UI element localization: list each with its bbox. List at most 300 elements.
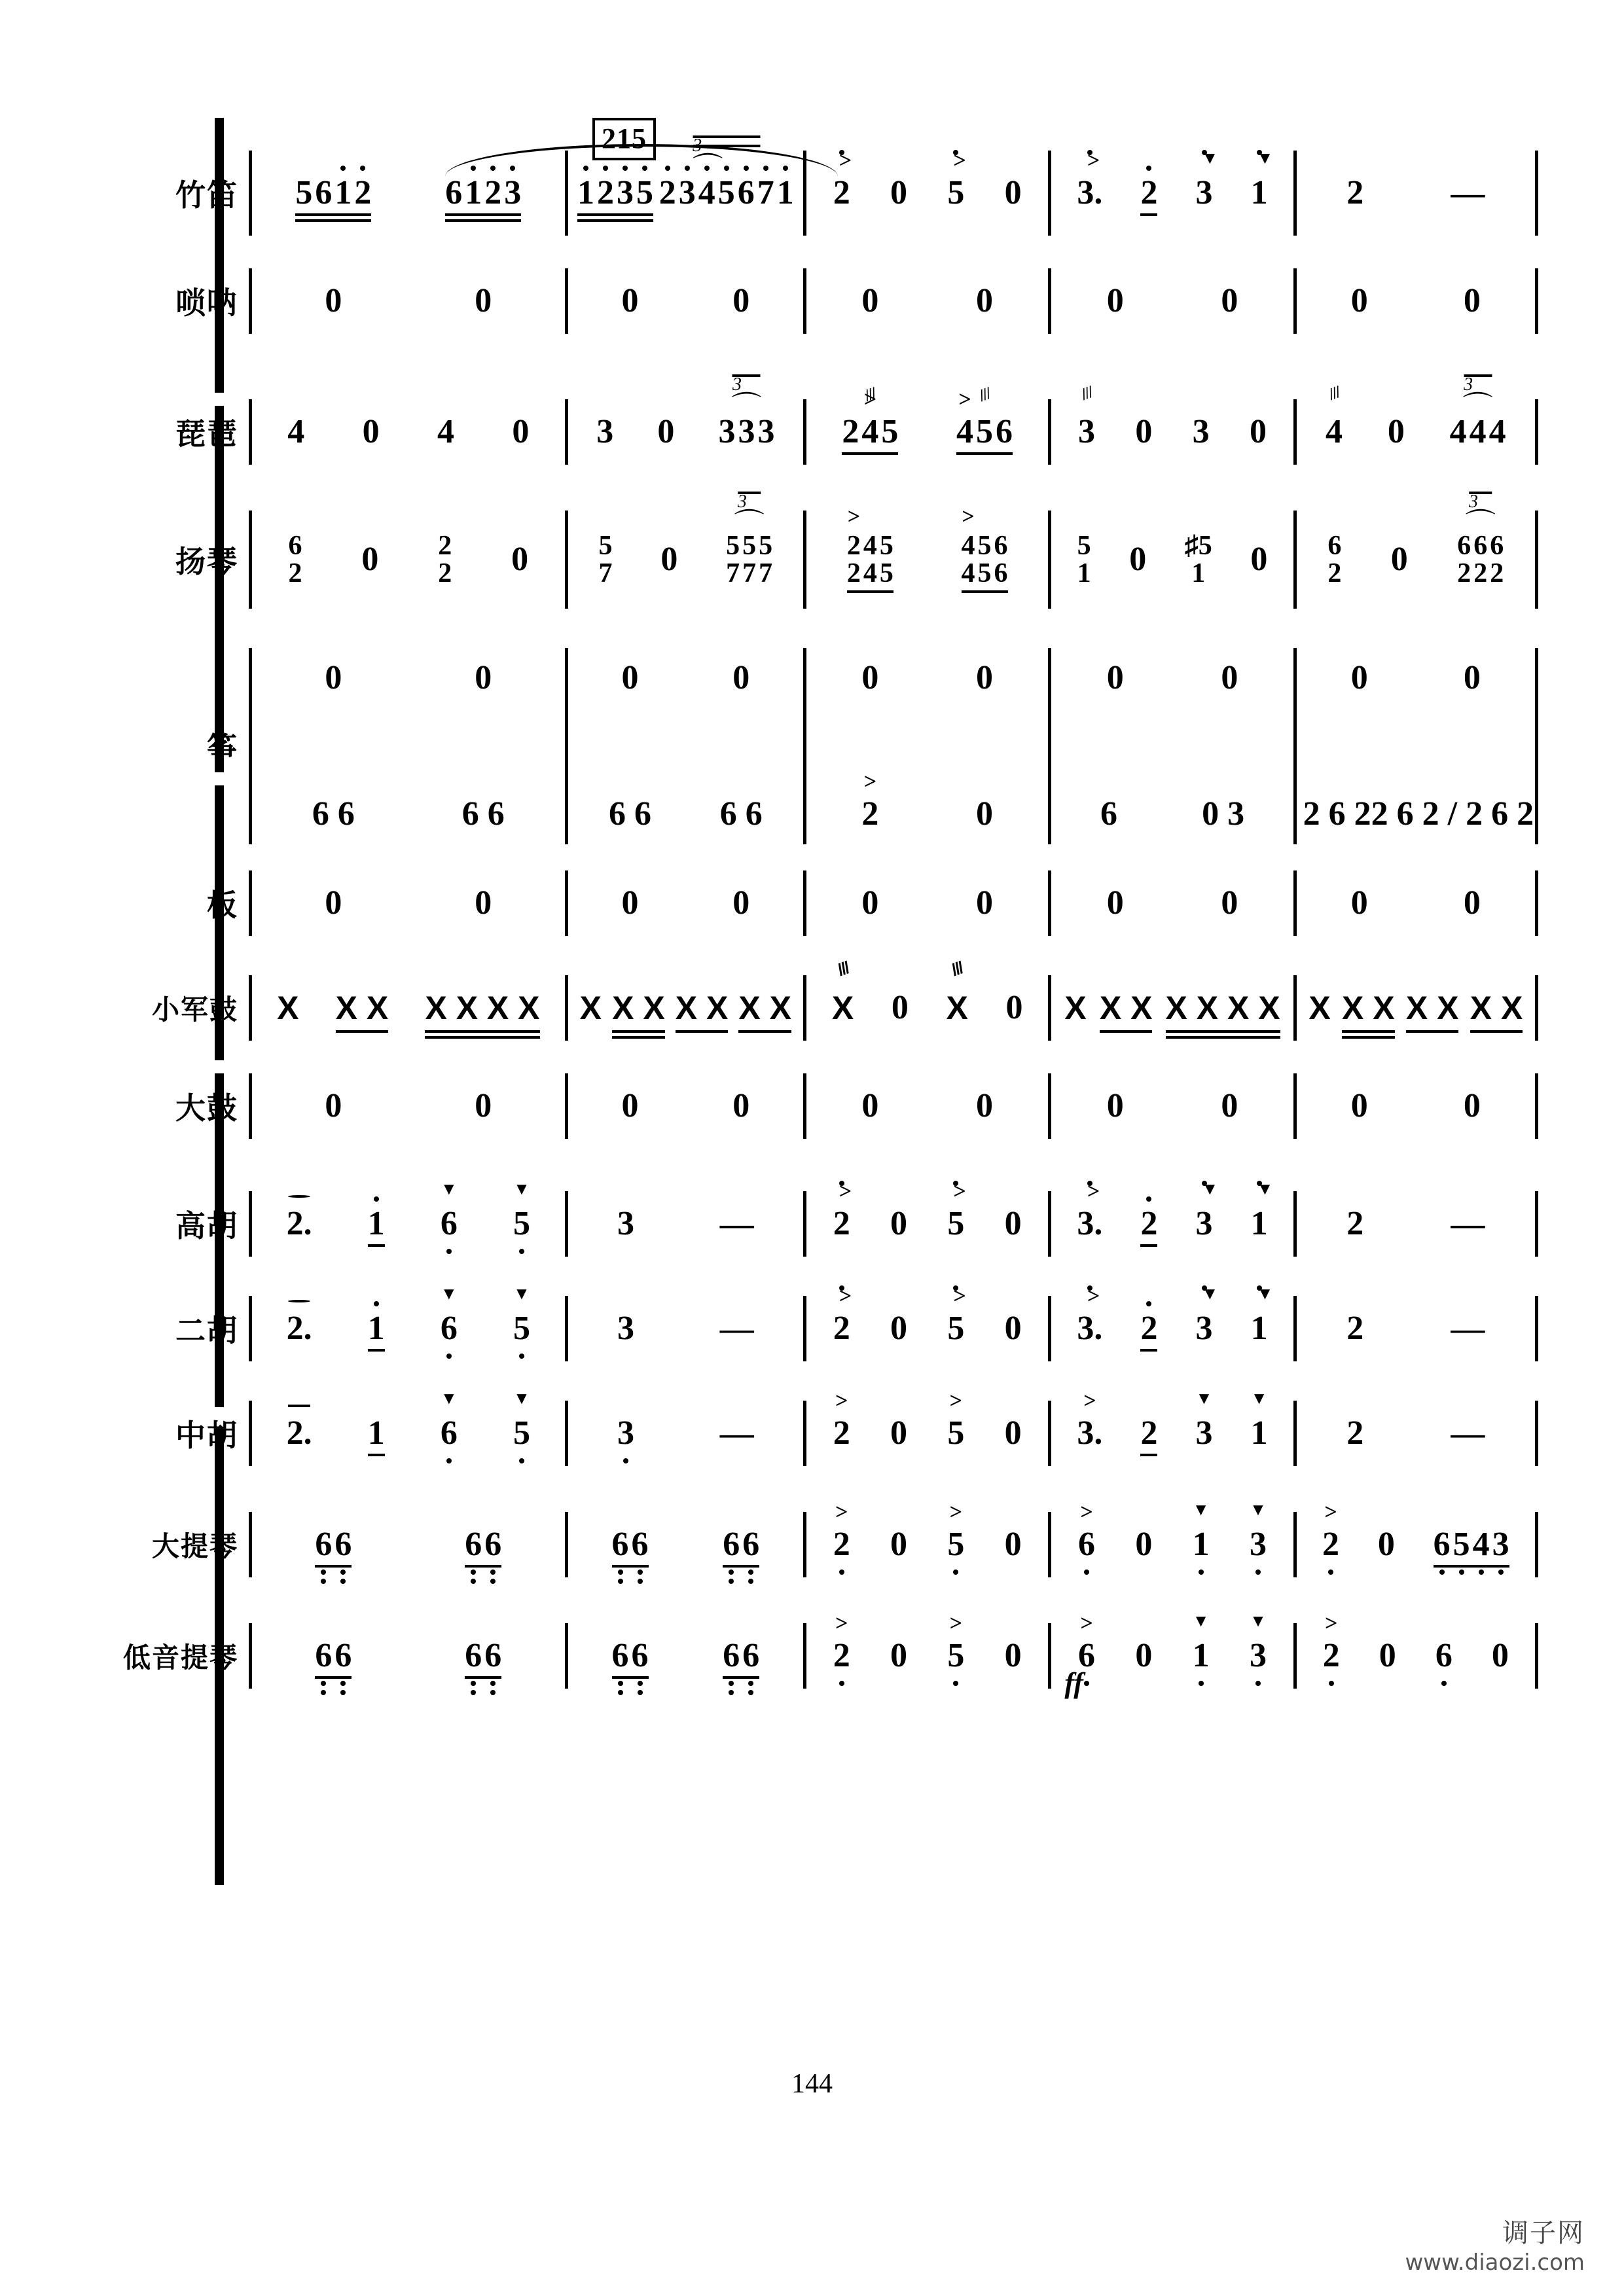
- note: /// 3: [1078, 415, 1095, 449]
- note-x: X X: [612, 990, 665, 1026]
- note: 6 6: [609, 795, 651, 833]
- measure: [565, 268, 803, 334]
- note: 2: [1490, 558, 1504, 588]
- note: 0: [976, 659, 994, 696]
- note: 2: [1140, 1414, 1158, 1452]
- staff-label-ban: 板: [207, 888, 238, 923]
- note-group-triplet: [718, 415, 774, 449]
- note-group: [612, 1639, 649, 1673]
- note: 5: [295, 174, 313, 211]
- note: 2: [1346, 174, 1364, 211]
- note: 0: [1350, 1087, 1368, 1124]
- note: 2: [597, 174, 614, 211]
- note: 2: [484, 174, 502, 211]
- measure: [565, 1296, 803, 1361]
- note-group: [465, 1528, 501, 1562]
- measure: [1293, 1296, 1538, 1361]
- staff-yangqin: [111, 511, 1538, 609]
- note: 0: [1379, 1637, 1396, 1674]
- note: 6: [315, 1637, 333, 1674]
- note: > 2: [833, 1207, 850, 1241]
- note-group: [612, 1528, 649, 1562]
- note-x: X X: [1099, 990, 1153, 1026]
- note: ▼ 6: [441, 1312, 458, 1346]
- note-dash: —: [719, 1205, 754, 1243]
- note: > 2: [833, 1528, 850, 1562]
- note: 6: [611, 1637, 629, 1674]
- chord: [880, 532, 893, 587]
- measure: [565, 151, 803, 236]
- measure: [565, 1073, 803, 1139]
- note: > 4: [961, 531, 975, 561]
- note: 6: [315, 174, 333, 211]
- note: 0: [1004, 1205, 1022, 1242]
- note: 0: [732, 884, 750, 922]
- note: 2 6 2 / 2 6 2: [1371, 795, 1534, 833]
- page-number: 144: [791, 2069, 833, 2099]
- note: ▼ 3: [1196, 1312, 1213, 1346]
- note: > 5: [947, 1416, 964, 1450]
- note: 0: [1463, 282, 1481, 319]
- note-dash: —: [719, 1310, 754, 1348]
- note-x: /// X: [947, 989, 968, 1027]
- note: 0: [1004, 1637, 1022, 1674]
- staff-erhu: [111, 1296, 1538, 1361]
- note: > 3.: [1077, 176, 1102, 210]
- note: 7: [726, 558, 740, 588]
- note: 6: [994, 531, 1008, 561]
- note: 2: [1140, 1310, 1158, 1347]
- measure: [1048, 870, 1293, 936]
- staff-snare: [111, 975, 1538, 1041]
- note: 6: [315, 1526, 333, 1563]
- note: 6: [484, 1526, 502, 1563]
- note: 0: [890, 1414, 908, 1452]
- note: 2: [288, 558, 302, 588]
- note: /// 2: [842, 413, 859, 450]
- note: 0: [1350, 659, 1368, 696]
- note: > 3.: [1077, 1312, 1102, 1346]
- note-x: X: [579, 990, 602, 1026]
- note: 2.: [286, 1414, 312, 1452]
- note: ⌒ 5: [726, 531, 740, 561]
- measure: [1293, 975, 1538, 1041]
- note: 4: [863, 558, 877, 588]
- note: 6: [631, 1526, 649, 1563]
- chord: [1457, 532, 1471, 587]
- note: 4: [437, 413, 455, 450]
- measure: [565, 975, 803, 1041]
- note: 1: [1191, 558, 1206, 588]
- note: 1: [334, 174, 352, 211]
- note: 2.: [286, 1310, 312, 1347]
- note: 0: [475, 1087, 492, 1124]
- measure: [1293, 1073, 1538, 1139]
- staff-label-bass-drum: 大鼓: [175, 1090, 238, 1126]
- measure: [1048, 511, 1293, 609]
- note: 7: [742, 558, 757, 588]
- note: ▼ 6: [441, 1207, 458, 1241]
- note: 2: [438, 558, 452, 588]
- note: 6: [723, 1526, 740, 1563]
- note: 0: [976, 795, 994, 833]
- chord: [599, 532, 613, 587]
- measure: [565, 511, 803, 609]
- note: > /// 4: [956, 415, 973, 449]
- measure: [1048, 1296, 1293, 1361]
- chord: [978, 532, 992, 587]
- measure: [803, 1512, 1048, 1577]
- note: ▼ 1: [1193, 1639, 1210, 1673]
- note: > 2: [861, 797, 878, 831]
- note-group: [723, 1528, 759, 1562]
- note: 6 6: [719, 795, 763, 833]
- note: 0: [1135, 1637, 1153, 1674]
- note: 6: [1490, 531, 1504, 561]
- chord: [1077, 532, 1091, 587]
- measure: [1048, 1191, 1293, 1257]
- note-x: X X X X: [1165, 990, 1280, 1026]
- note: 0: [861, 659, 879, 696]
- measure: [249, 870, 565, 936]
- note: ▼ 1: [1193, 1528, 1210, 1562]
- note: 6: [723, 1637, 740, 1674]
- note: 6: [334, 1637, 352, 1674]
- note: 5: [881, 413, 899, 450]
- measure: [565, 870, 803, 936]
- note-x: X: [277, 990, 299, 1026]
- measure: [1293, 1512, 1538, 1577]
- note: 3: [617, 1205, 634, 1242]
- note: 0: [1463, 659, 1481, 696]
- note: 0: [1004, 174, 1022, 211]
- note: 2 6 2: [1303, 795, 1371, 833]
- note: 7: [759, 558, 773, 588]
- note: 0: [1390, 541, 1408, 578]
- chord: [726, 532, 740, 587]
- measure: [249, 151, 565, 236]
- note: 6: [1435, 1637, 1453, 1674]
- note: 0: [511, 541, 529, 578]
- note: 6: [1327, 531, 1342, 561]
- note: 0: [891, 989, 909, 1026]
- note: 0: [657, 413, 675, 450]
- note: 6: [334, 1526, 352, 1563]
- staff-label-snare: 小军鼓: [151, 994, 238, 1026]
- measure: [565, 1623, 803, 1689]
- note: 0: [1004, 1526, 1022, 1563]
- note-x: X X: [738, 990, 791, 1026]
- note: 0: [1221, 884, 1238, 922]
- chord: [759, 532, 772, 587]
- note-x: X X: [1470, 990, 1523, 1026]
- staff-zhonghu: [111, 1401, 1538, 1466]
- note: 6: [445, 174, 463, 211]
- note: 2: [846, 558, 861, 588]
- rehearsal-mark: 215: [592, 118, 656, 160]
- measure: [249, 1623, 565, 1689]
- measure: [803, 511, 1048, 609]
- note: 6: [1433, 1526, 1451, 1563]
- note: 0: [475, 659, 492, 696]
- note: > 3.: [1077, 1416, 1102, 1450]
- note: 1: [465, 174, 482, 211]
- measure: [565, 1401, 803, 1466]
- note: 0: [621, 282, 639, 319]
- note: 0: [475, 282, 492, 319]
- note: 0 3: [1202, 795, 1245, 833]
- note: 0: [325, 1087, 342, 1124]
- note: ▼ 5: [513, 1416, 530, 1450]
- note: ▼ 3: [1250, 1528, 1267, 1562]
- note-group-septuplet: [659, 176, 794, 210]
- measure: [1293, 870, 1538, 936]
- note-x: X X: [1405, 990, 1459, 1026]
- note: 2: [438, 531, 452, 561]
- staff-label-erhu: 二胡: [175, 1313, 238, 1348]
- note: 0: [1491, 1637, 1509, 1674]
- note: 0: [512, 413, 530, 450]
- staff-cello: [111, 1512, 1538, 1577]
- note: 2: [354, 174, 372, 211]
- note: 2: [1473, 558, 1488, 588]
- measure: [565, 648, 803, 844]
- note: 0: [732, 659, 750, 696]
- staff-label-gaohu: 高胡: [175, 1208, 238, 1244]
- staff-suona: [111, 268, 1538, 334]
- note: 0: [1221, 1087, 1238, 1124]
- note: 0: [890, 174, 908, 211]
- note: 0: [1004, 1414, 1022, 1452]
- measure: [249, 399, 565, 465]
- note-group: [577, 176, 653, 210]
- note: 6: [742, 1526, 760, 1563]
- note: 7: [598, 558, 613, 588]
- note: ⌒ 4: [1449, 413, 1467, 450]
- measure: [249, 975, 565, 1041]
- note: > 2: [833, 1312, 850, 1346]
- note-group: [842, 415, 898, 449]
- note: 0: [1350, 884, 1368, 922]
- note: ⌒ 3: [718, 413, 736, 450]
- note-group: [1434, 1528, 1509, 1562]
- note: > 2: [1323, 1639, 1340, 1673]
- note: 0: [361, 541, 379, 578]
- chord: [847, 532, 861, 587]
- note: 0: [976, 1087, 994, 1124]
- note: 0: [1463, 1087, 1481, 1124]
- note: 4: [863, 531, 877, 561]
- staff-label-suona: 唢呐: [175, 285, 238, 321]
- note: 5: [759, 531, 773, 561]
- note-group: [315, 1528, 352, 1562]
- staff-pipa: [111, 399, 1538, 465]
- note: 0: [1106, 1087, 1124, 1124]
- note: 3: [504, 174, 522, 211]
- note: 3: [678, 174, 696, 211]
- note: 0: [475, 884, 492, 922]
- note: 0: [1129, 541, 1147, 578]
- measure: [249, 648, 565, 844]
- chord: [863, 532, 877, 587]
- note-group: [956, 415, 1013, 449]
- measure: [803, 975, 1048, 1041]
- measure: [803, 1296, 1048, 1361]
- note: 4: [1469, 413, 1487, 450]
- note-group: [315, 1639, 352, 1673]
- note: > 5: [947, 1528, 964, 1562]
- measure: [249, 1401, 565, 1466]
- note: 6: [1473, 531, 1488, 561]
- note: 0: [1135, 1526, 1153, 1563]
- note: ▼ 1: [1251, 1207, 1268, 1241]
- note: 0: [1106, 659, 1124, 696]
- note: > 2: [833, 1639, 850, 1673]
- note: 0: [1004, 1310, 1022, 1347]
- measure: [803, 151, 1048, 236]
- note: 0: [890, 1526, 908, 1563]
- note: /// 4: [1326, 415, 1343, 449]
- note: 1: [367, 1310, 385, 1347]
- note: 5: [636, 174, 653, 211]
- note: 6: [994, 558, 1008, 588]
- note: 0: [732, 282, 750, 319]
- chord: [438, 532, 452, 587]
- note: 0: [1350, 282, 1368, 319]
- note-dash: —: [1451, 174, 1485, 212]
- note: > 5: [947, 1207, 964, 1241]
- note: 4: [1472, 1526, 1490, 1563]
- note-group-triplet: [1450, 415, 1506, 449]
- note: 0: [325, 282, 342, 319]
- note: ▼ 3: [1196, 176, 1213, 210]
- score-system: [111, 111, 1538, 1699]
- note: 0: [1387, 413, 1405, 450]
- watermark-site-name: 调子网: [1502, 2218, 1585, 2248]
- note: 5: [1453, 1526, 1470, 1563]
- note-sharp: ♯5: [1184, 531, 1212, 561]
- chord: [994, 532, 1008, 587]
- note: 5: [1077, 531, 1091, 561]
- note-dash: —: [719, 1414, 754, 1452]
- measure: [1293, 151, 1538, 236]
- note: 3: [617, 174, 634, 211]
- measure: [1293, 1623, 1538, 1689]
- note: 0: [1377, 1526, 1395, 1563]
- note: 6: [611, 1526, 629, 1563]
- note: 3: [596, 413, 614, 450]
- chord: [742, 532, 756, 587]
- chord: [288, 532, 302, 587]
- note-group: [723, 1639, 759, 1673]
- note: 6 6: [461, 795, 505, 833]
- note: 0: [1221, 282, 1238, 319]
- measure: [249, 1073, 565, 1139]
- note: ▼ 3: [1196, 1416, 1213, 1450]
- note: 2: [1140, 174, 1158, 211]
- note: 5: [742, 531, 757, 561]
- note: 0: [1135, 413, 1153, 450]
- measure: [803, 1623, 1048, 1689]
- note: 6: [996, 413, 1013, 450]
- measure: [249, 511, 565, 609]
- measure: [1048, 1073, 1293, 1139]
- note: ▼ 3: [1196, 1207, 1213, 1241]
- watermark: [1405, 2212, 1585, 2276]
- note-x: X X: [335, 990, 389, 1026]
- note: 1: [577, 174, 594, 211]
- note: ⌒ 6: [1457, 531, 1471, 561]
- note: 0: [1221, 659, 1238, 696]
- note: 2.: [286, 1205, 312, 1242]
- note: 3: [617, 1310, 634, 1347]
- note: 0: [861, 884, 879, 922]
- note: 1: [1077, 558, 1091, 588]
- note-x: /// X: [832, 989, 854, 1027]
- note: 0: [1005, 989, 1023, 1026]
- chord: [1490, 532, 1504, 587]
- note: 1: [367, 1414, 385, 1452]
- measure: [1048, 975, 1293, 1041]
- note-dash: —: [1451, 1310, 1485, 1348]
- staff-label-dizi: 竹笛: [175, 177, 238, 213]
- chord: [1327, 532, 1341, 587]
- note: 3: [738, 413, 755, 450]
- note: 0: [621, 884, 639, 922]
- note: 5: [717, 174, 735, 211]
- note-group: [465, 1639, 501, 1673]
- note: 3: [617, 1414, 634, 1452]
- note: ▼ 1: [1251, 1416, 1268, 1450]
- note: 0: [621, 659, 639, 696]
- note-group-triplet: [1457, 532, 1504, 587]
- measure: [1048, 1623, 1293, 1699]
- note: 0: [660, 541, 678, 578]
- chord: [1473, 532, 1487, 587]
- note: 0: [1250, 541, 1268, 578]
- note: ⌒ 2: [659, 174, 676, 211]
- measure: [1048, 399, 1293, 465]
- note: 2: [1140, 1205, 1158, 1242]
- measure: [803, 268, 1048, 334]
- measure: [803, 1191, 1048, 1257]
- measure: [1048, 1512, 1293, 1577]
- note-dash: —: [1451, 1205, 1485, 1243]
- note: 2: [1346, 1414, 1364, 1452]
- note-dash: —: [1451, 1414, 1485, 1452]
- note: 6: [742, 1637, 760, 1674]
- note: > 4: [861, 415, 878, 449]
- note: 2: [1327, 558, 1342, 588]
- chord: [962, 532, 975, 587]
- measure: [803, 870, 1048, 936]
- note: 5: [879, 531, 893, 561]
- note: > 5: [947, 1312, 964, 1346]
- note: 5: [976, 413, 994, 450]
- note: 0: [976, 282, 994, 319]
- note: 6: [465, 1637, 482, 1674]
- note: 0: [1106, 884, 1124, 922]
- dynamic-ff: ff: [1064, 1667, 1083, 1699]
- staff-zheng: [111, 648, 1538, 844]
- note: ▼ 1: [1251, 176, 1268, 210]
- measure: [1293, 648, 1538, 844]
- measure: [565, 399, 803, 465]
- note: 5: [977, 558, 992, 588]
- measure: [1048, 151, 1293, 236]
- staff-dizi: [111, 151, 1538, 236]
- note: 3: [757, 413, 775, 450]
